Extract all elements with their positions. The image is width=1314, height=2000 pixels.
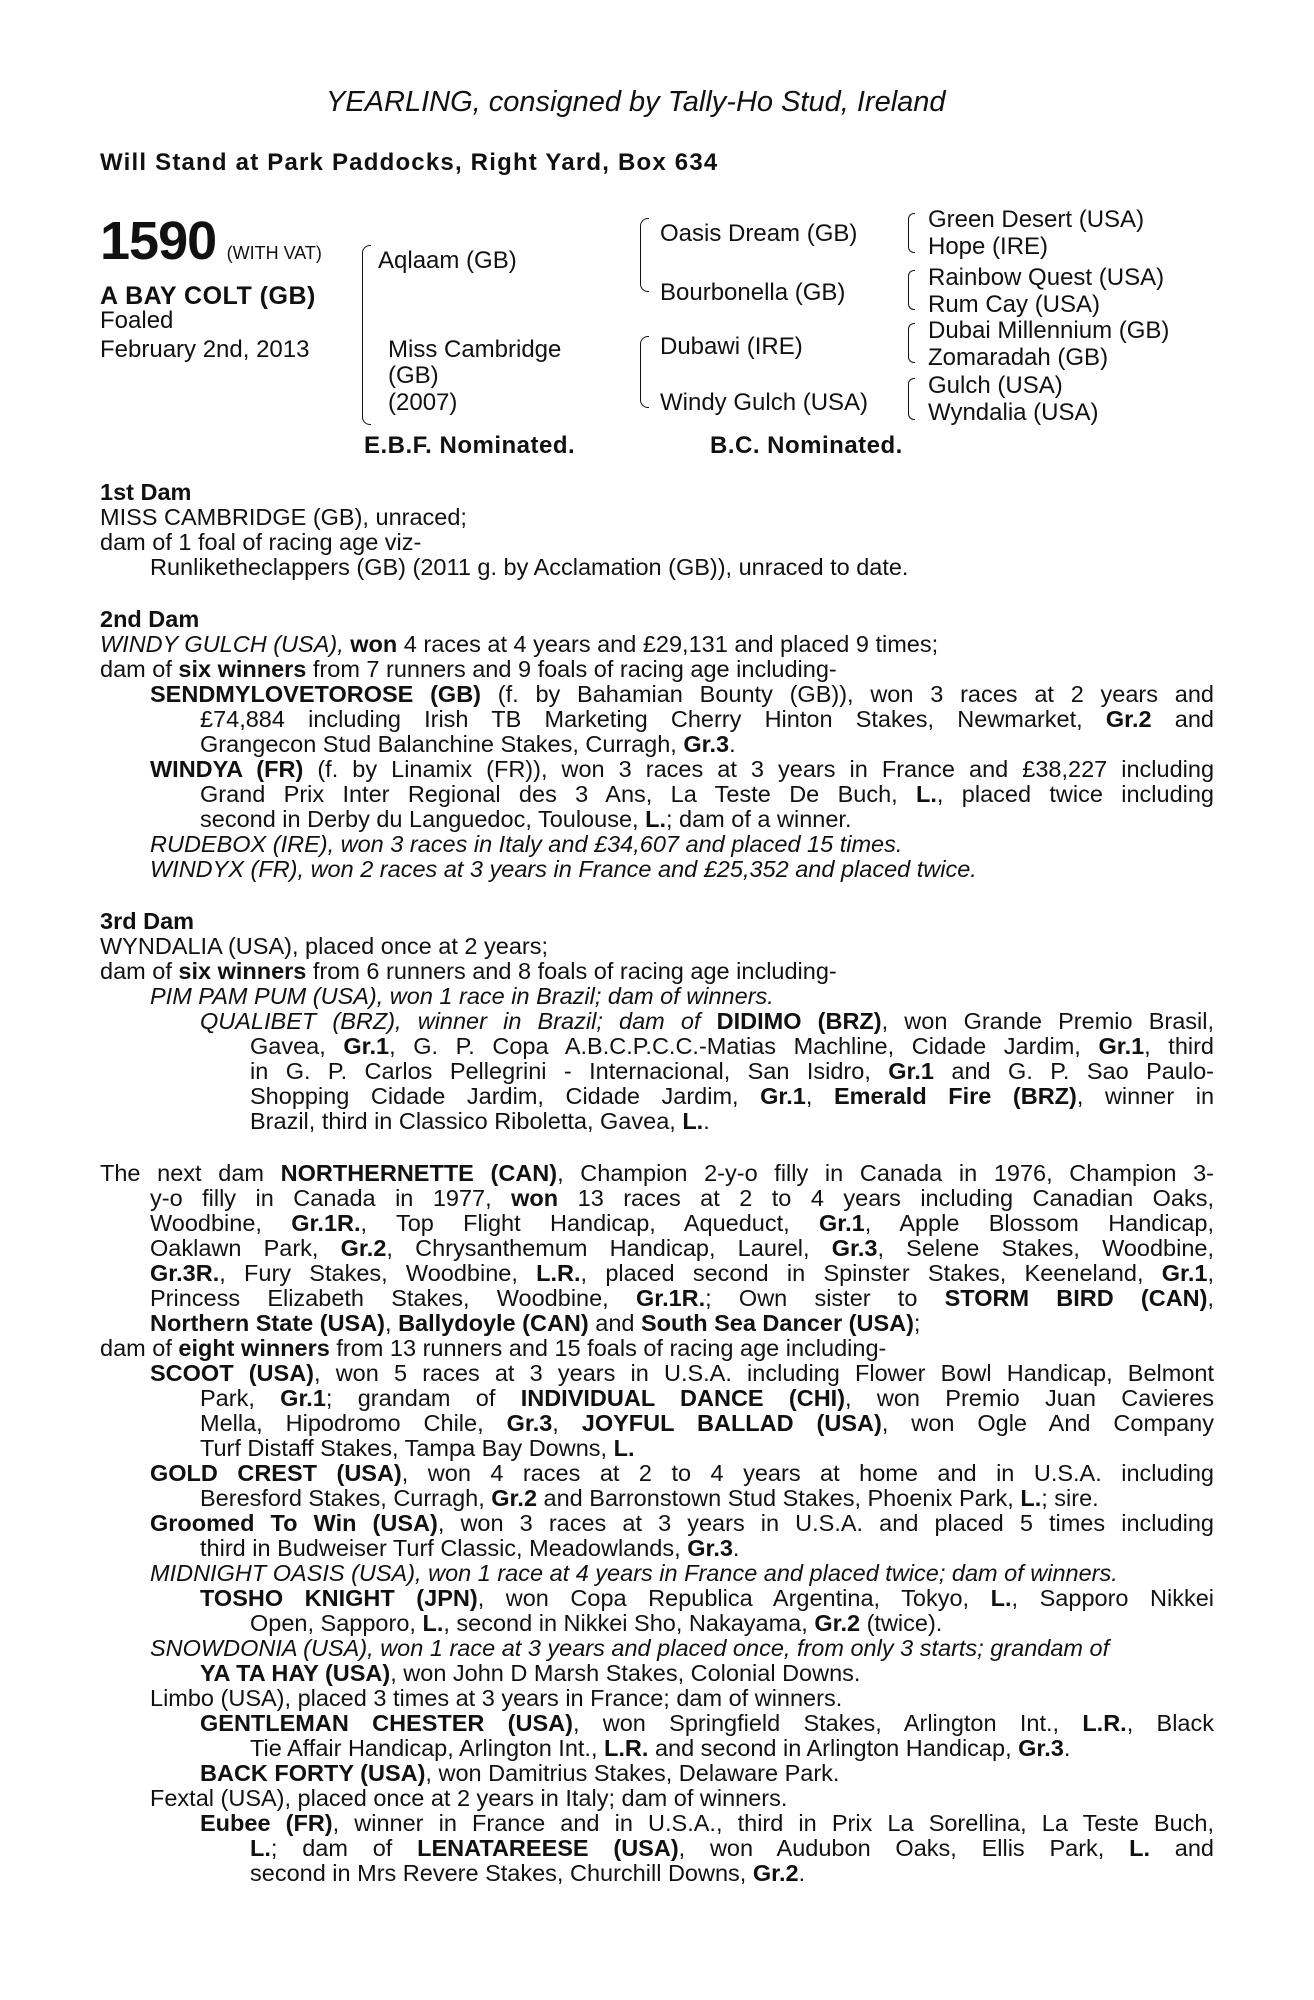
second-dam-produce: £74,884 including Irish TB Marketing Cherry Hinton Stakes, Newmarket, Gr.2 and [200,706,1215,732]
next-dam-produce: BACK FORTY (USA), won Damitrius Stakes, Delaware Park. [200,1760,840,1786]
third-dam-produce: PIM PAM PUM (USA), won 1 race in Brazil; dam of winners. [150,983,774,1009]
next-dam-produce: Eubee (FR), winner in France and in U.S.A., third in Prix La Sorellina, La Teste Buch, [200,1810,1214,1836]
lot-number-block [100,210,322,272]
third-dam-produce: Brazil, third in Classico Riboletta, Gavea, L.. [250,1108,710,1134]
first-dam-heading: 1st Dam [100,479,192,505]
second-dam-line: dam of six winners from 7 runners and 9 foals of racing age including- [100,656,837,682]
first-dam-line: dam of 1 foal of racing age viz- [100,529,422,555]
pedigree-sire-sire: Oasis Dream (GB) [660,220,858,247]
pedigree-dam: Miss Cambridge [388,336,562,363]
second-dam-produce: WINDYA (FR) (f. by Linamix (FR)), won 3 races at 3 years in France and £38,227 including [150,756,1215,782]
second-dam-produce: RUDEBOX (IRE), won 3 races in Italy and £34,607 and placed 15 times. [150,831,903,857]
next-dam-produce: YA TA HAY (USA), won John D Marsh Stakes, Colonial Downs. [200,1660,861,1686]
pedigree-dam-dam: Windy Gulch (USA) [660,389,869,416]
next-dam-produce: L.; dam of LENATAREESE (USA), won Audubon Oaks, Ellis Park, L. and [250,1835,1215,1861]
next-dam-line: y-o filly in Canada in 1977, won 13 races at 2 to 4 years including Canadian Oaks, [150,1185,1215,1211]
next-dam-produce: SNOWDONIA (USA), won 1 race at 3 years and placed once, from only 3 starts; grandam of [150,1635,1110,1661]
pedigree-brace-dam-side [640,336,649,408]
first-dam-line: MISS CAMBRIDGE (GB), unraced; [100,504,467,530]
lot-description: A BAY COLT (GB) [100,282,316,310]
second-dam-produce: Grand Prix Inter Regional des 3 Ans, La Teste De Buch, L., placed twice including [200,781,1215,807]
pedigree-brace-g3-4 [908,378,915,420]
pedigree-dam-year: (2007) [388,389,458,416]
next-dam-produce: Fextal (USA), placed once at 2 years in Italy; dam of winners. [150,1785,788,1811]
foaled-date: February 2nd, 2013 [100,336,310,363]
next-dam-produce: Groomed To Win (USA), won 3 races at 3 years in U.S.A. and placed 5 times including [150,1510,1214,1536]
next-dam-produce: GOLD CREST (USA), won 4 races at 2 to 4 years at home and in U.S.A. including [150,1460,1214,1486]
next-dam-line: Gr.3R., Fury Stakes, Woodbine, L.R., placed second in Spinster Stakes, Keeneland, Gr.1, [150,1260,1215,1286]
next-dam-produce: Mella, Hipodromo Chile, Gr.3, JOYFUL BALLAD (USA), won Ogle And Company [200,1410,1214,1436]
bc-nominated: B.C. Nominated. [710,432,903,459]
next-dam-produce: Tie Affair Handicap, Arlington Int., L.R. and second in Arlington Handicap, Gr.3. [250,1735,1071,1761]
next-dam-produce: Turf Distaff Stakes, Tampa Bay Downs, L. [200,1435,635,1461]
third-dam-line: WYNDALIA (USA), placed once at 2 years; [100,933,548,959]
third-dam-produce: QUALIBET (BRZ), winner in Brazil; dam of DIDIMO (BRZ), won Grande Premio Brasil, [200,1008,1215,1034]
next-dam-produce: TOSHO KNIGHT (JPN), won Copa Republica Argentina, Tokyo, L., Sapporo Nikkei [200,1585,1215,1611]
third-dam-heading: 3rd Dam [100,908,195,934]
third-dam-line: dam of six winners from 6 runners and 8 foals of racing age including- [100,958,837,984]
pedigree-ddd: Wyndalia (USA) [928,399,1099,426]
pedigree-brace-gen1 [362,245,371,425]
next-dam-produce: second in Mrs Revere Stakes, Churchill Downs, Gr.2. [250,1860,806,1886]
next-dam-line: Oaklawn Park, Gr.2, Chrysanthemum Handicap, Laurel, Gr.3, Selene Stakes, Woodbine, [150,1235,1215,1261]
next-dam-produce: MIDNIGHT OASIS (USA), won 1 race at 4 years in France and placed twice; dam of winners. [150,1560,1118,1586]
stand-location: Will Stand at Park Paddocks, Right Yard, Box 634 [100,149,719,176]
consignor-line: YEARLING, consigned by Tally-Ho Stud, Ireland [326,86,946,118]
pedigree-sire-dam: Bourbonella (GB) [660,279,846,306]
pedigree-dsd: Zomaradah (GB) [928,344,1109,371]
pedigree-brace-sire-side [640,218,649,292]
second-dam-produce: SENDMYLOVETOROSE (GB) (f. by Bahamian Bounty (GB)), won 3 races at 2 years and [150,681,1214,707]
next-dam-produce: Open, Sapporo, L., second in Nikkei Sho, Nakayama, Gr.2 (twice). [250,1610,943,1636]
pedigree-sire: Aqlaam (GB) [378,247,517,274]
next-dam-line: dam of eight winners from 13 runners and 15 foals of racing age including- [100,1335,887,1361]
next-dam-produce: Limbo (USA), placed 3 times at 3 years in France; dam of winners. [150,1685,843,1711]
third-dam-produce: Gavea, Gr.1, G. P. Copa A.B.C.P.C.C.-Matias Machline, Cidade Jardim, Gr.1, third [250,1033,1215,1059]
pedigree-dds: Gulch (USA) [928,372,1063,399]
next-dam-produce: SCOOT (USA), won 5 races at 3 years in U.S.A. including Flower Bowl Handicap, Belmont [150,1360,1214,1386]
pedigree-dss: Dubai Millennium (GB) [928,317,1170,344]
pedigree-brace-g3-2 [908,270,915,310]
pedigree-sds: Rainbow Quest (USA) [928,264,1165,291]
next-dam-line: Woodbine, Gr.1R., Top Flight Handicap, Aqueduct, Gr.1, Apple Blossom Handicap, [150,1210,1215,1236]
next-dam-line: Princess Elizabeth Stakes, Woodbine, Gr.1R.; Own sister to STORM BIRD (CAN), [150,1285,1215,1311]
next-dam-line: Northern State (USA), Ballydoyle (CAN) and South Sea Dancer (USA); [150,1310,921,1336]
pedigree-dam-sire: Dubawi (IRE) [660,333,803,360]
next-dam-produce: Beresford Stakes, Curragh, Gr.2 and Barronstown Stud Stakes, Phoenix Park, L.; sire. [200,1485,1099,1511]
next-dam-line: The next dam NORTHERNETTE (CAN), Champion 2-y-o filly in Canada in 1976, Champion 3- [100,1160,1214,1186]
pedigree-ssd: Hope (IRE) [928,233,1049,260]
pedigree-brace-g3-3 [908,323,915,363]
first-dam-line: Runliketheclappers (GB) (2011 g. by Acclamation (GB)), unraced to date. [150,554,909,580]
third-dam-produce: in G. P. Carlos Pellegrini - Internacional, San Isidro, Gr.1 and G. P. Sao Paulo- [250,1058,1214,1084]
next-dam-produce: Park, Gr.1; grandam of INDIVIDUAL DANCE (CHI), won Premio Juan Cavieres [200,1385,1215,1411]
second-dam-line: WINDY GULCH (USA), won 4 races at 4 years and £29,131 and placed 9 times; [100,631,939,657]
next-dam-produce: GENTLEMAN CHESTER (USA), won Springfield Stakes, Arlington Int., L.R., Black [200,1710,1214,1736]
second-dam-heading: 2nd Dam [100,606,200,632]
ebf-nominated: E.B.F. Nominated. [364,432,576,459]
foaled-label: Foaled [100,307,174,334]
second-dam-produce: Grangecon Stud Balanchine Stakes, Curragh, Gr.3. [200,731,736,757]
lot-number: 1590 [100,211,217,271]
pedigree-dam-origin: (GB) [388,362,439,389]
third-dam-produce: Shopping Cidade Jardim, Cidade Jardim, Gr.1, Emerald Fire (BRZ), winner in [250,1083,1215,1109]
vat-note: (WITH VAT) [226,243,322,263]
second-dam-produce: WINDYX (FR), won 2 races at 3 years in France and £25,352 and placed twice. [150,856,977,882]
pedigree-brace-g3-1 [908,213,915,253]
pedigree-sdd: Rum Cay (USA) [928,291,1101,318]
second-dam-produce: second in Derby du Languedoc, Toulouse, L.; dam of a winner. [200,806,852,832]
pedigree-sss: Green Desert (USA) [928,206,1145,233]
next-dam-produce: third in Budweiser Turf Classic, Meadowlands, Gr.3. [200,1535,740,1561]
